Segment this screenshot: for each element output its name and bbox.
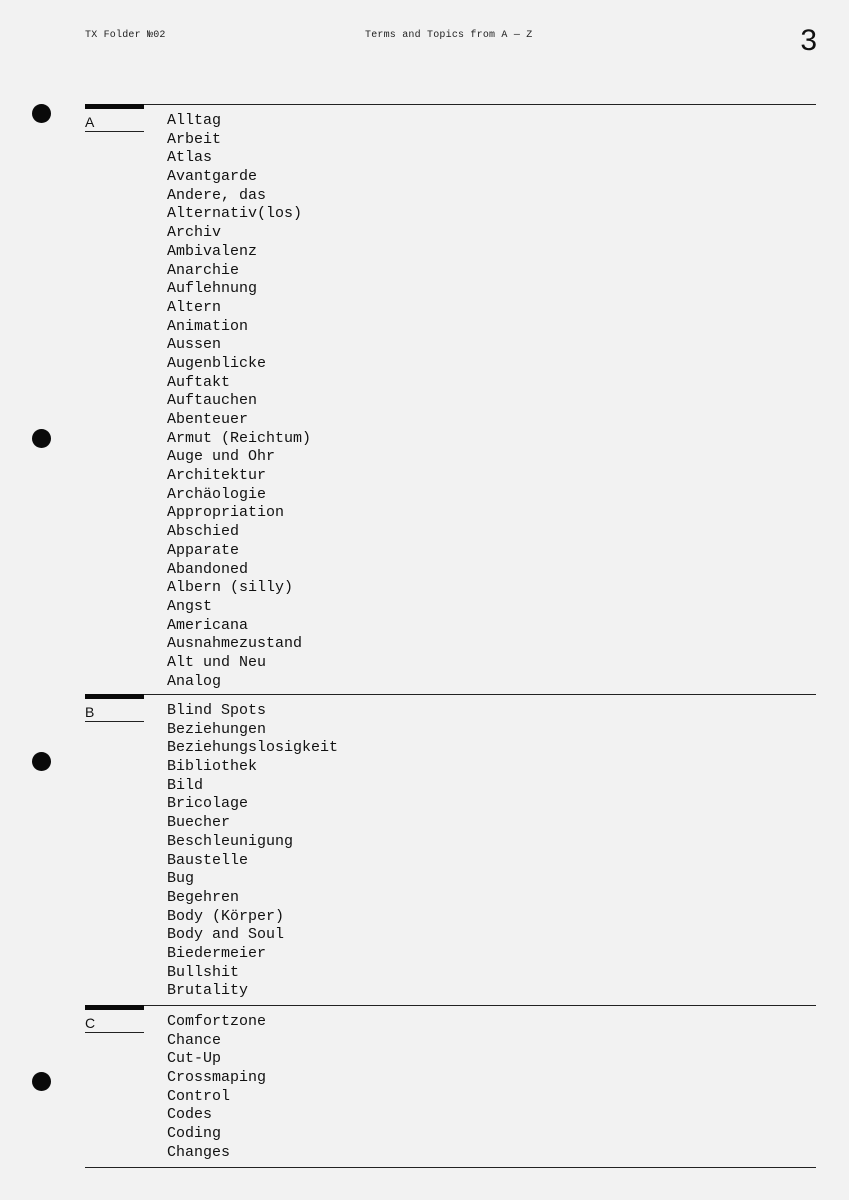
term-list [167, 1013, 266, 1163]
binder-hole [32, 752, 51, 771]
term-list [167, 112, 311, 691]
section-a [85, 104, 816, 695]
term-item: Animation [167, 317, 249, 335]
term-item: Beziehungen [167, 720, 267, 738]
term-item: Alltag [167, 112, 222, 129]
term-item: Altern [167, 298, 222, 316]
term-item: Bug [167, 870, 195, 888]
term-item: Control [167, 1087, 231, 1105]
term-item: Anarchie [167, 261, 240, 279]
term-item: Abandoned [167, 560, 249, 578]
section-c [85, 1005, 816, 1168]
term-item: Apparate [167, 541, 240, 559]
section-marker-bar [85, 1005, 144, 1010]
term-item: Comfortzone [167, 1013, 267, 1030]
term-item: Ambivalenz [167, 242, 258, 260]
term-item: Albern (silly) [167, 579, 294, 597]
term-item: Body and Soul [167, 926, 285, 944]
term-item: Baustelle [167, 851, 249, 869]
section-marker-bar [85, 104, 144, 109]
term-item: Augenblicke [167, 354, 267, 372]
term-item: Abschied [167, 523, 240, 541]
term-item: Angst [167, 597, 213, 615]
term-item: Andere, das [167, 186, 267, 204]
term-item: Blind Spots [167, 702, 267, 719]
term-item: Biedermeier [167, 944, 267, 962]
term-item: Ausnahmezustand [167, 635, 303, 653]
topics-label: Terms and Topics from A — Z [365, 30, 533, 41]
section-letter: C [85, 1015, 144, 1033]
term-item: Beziehungslosigkeit [167, 739, 339, 757]
term-item: Aussen [167, 336, 222, 354]
term-item: Arbeit [167, 130, 222, 148]
term-item: Cut-Up [167, 1050, 222, 1068]
term-item: Bibliothek [167, 758, 258, 776]
term-item: Auftauchen [167, 392, 258, 410]
term-item: Changes [167, 1143, 231, 1161]
term-item: Crossmaping [167, 1069, 267, 1087]
term-item: Bricolage [167, 795, 249, 813]
term-item: Buecher [167, 814, 231, 832]
term-item: Bild [167, 776, 204, 794]
term-item: Archiv [167, 224, 222, 242]
term-item: Bullshit [167, 963, 240, 981]
term-item: Auflehnung [167, 280, 258, 298]
term-item: Body (Körper) [167, 907, 285, 925]
page-number: 3 [800, 24, 817, 57]
term-item: Architektur [167, 467, 267, 485]
folder-label: TX Folder №02 [85, 30, 166, 41]
term-item: Chance [167, 1031, 222, 1049]
term-item: Appropriation [167, 504, 285, 522]
section-marker-bar [85, 694, 144, 699]
term-item: Codes [167, 1106, 213, 1124]
term-item: Alternativ(los) [167, 205, 303, 223]
term-item: Atlas [167, 149, 213, 167]
section-letter: B [85, 704, 144, 722]
binder-hole [32, 1072, 51, 1091]
term-item: Auftakt [167, 373, 231, 391]
term-item: Alt und Neu [167, 653, 267, 671]
term-item: Coding [167, 1125, 222, 1143]
term-item: Auge und Ohr [167, 448, 276, 466]
term-item: Begehren [167, 888, 240, 906]
section-letter: A [85, 114, 144, 132]
term-item: Americana [167, 616, 249, 634]
binder-hole [32, 104, 51, 123]
term-list [167, 702, 338, 1001]
term-item: Avantgarde [167, 168, 258, 186]
term-item: Analog [167, 672, 222, 690]
term-item: Beschleunigung [167, 832, 294, 850]
term-item: Brutality [167, 982, 249, 1000]
term-item: Abenteuer [167, 411, 249, 428]
term-item: Armut (Reichtum) [167, 429, 312, 447]
section-b [85, 694, 816, 1006]
term-item: Archäologie [167, 485, 267, 503]
binder-hole [32, 429, 51, 448]
